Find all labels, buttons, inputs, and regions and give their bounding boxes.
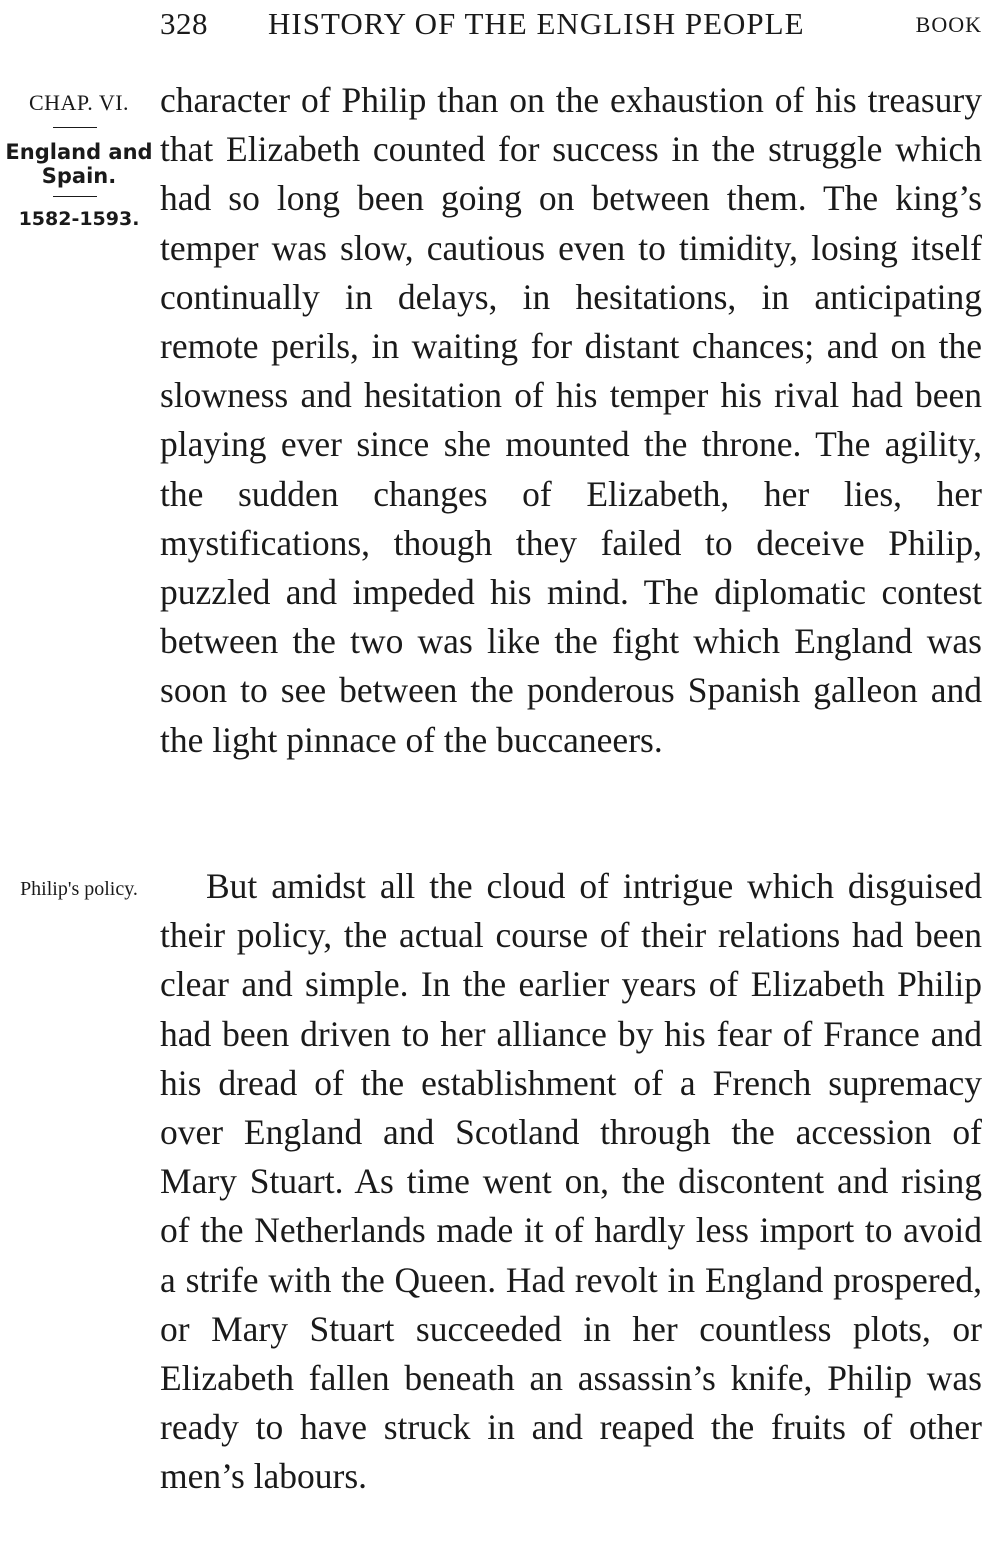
book-label: BOOK bbox=[915, 12, 982, 37]
running-head bbox=[160, 6, 982, 40]
margin-divider bbox=[53, 196, 97, 197]
body-paragraph-1: character of Philip than on the exhaustion of his treasury that Elizabeth counted for success in the struggle which had so long been going on between them. The king’s temper was slow, cautious even to timidity, losing itself continually in delays, in hesitations, in anticipating remote perils, in waiting for distant chances; and on the slowness and hesitation of his temper his rival had been playing ever since she mounted the throne. The agility, the sudden changes of Elizabeth, her lies, her mystifications, though they failed to deceive Philip, puzzled and impeded his mind. The diplomatic contest between the two was like the fight which England was soon to see between the ponderous Spanish galleon and the light pinnace of the buccaneers. bbox=[160, 80, 982, 760]
margin-years-label: 1582-1593. bbox=[18, 208, 140, 230]
running-title: HISTORY OF THE ENGLISH PEOPLE bbox=[268, 6, 805, 41]
margin-policy-note: Philip's policy. bbox=[20, 878, 138, 900]
margin-topic-label: England and Spain. bbox=[5, 140, 153, 188]
page-number: 328 bbox=[160, 6, 208, 41]
margin-chapter-label: CHAP. VI. bbox=[28, 90, 130, 115]
margin-divider bbox=[53, 127, 97, 128]
body-paragraph-2: But amidst all the cloud of intrigue which disguised their policy, the actual course of their relations had been clear and simple. In the earlier years of Elizabeth Philip had been driven to her alliance by his fear of France and his dread of the establishment of a French supremacy over England and Scotland through the accession of Mary Stuart. As time went on, the discontent and rising of the Netherlands made it of hardly less import to avoid a strife with the Queen. Had revolt in England prospered, or Mary Stuart succeeded in her countless plots, or Elizabeth fallen beneath an assassin’s knife, Philip was ready to have struck in and reaped the fruits of other men’s labours. bbox=[160, 866, 982, 1497]
